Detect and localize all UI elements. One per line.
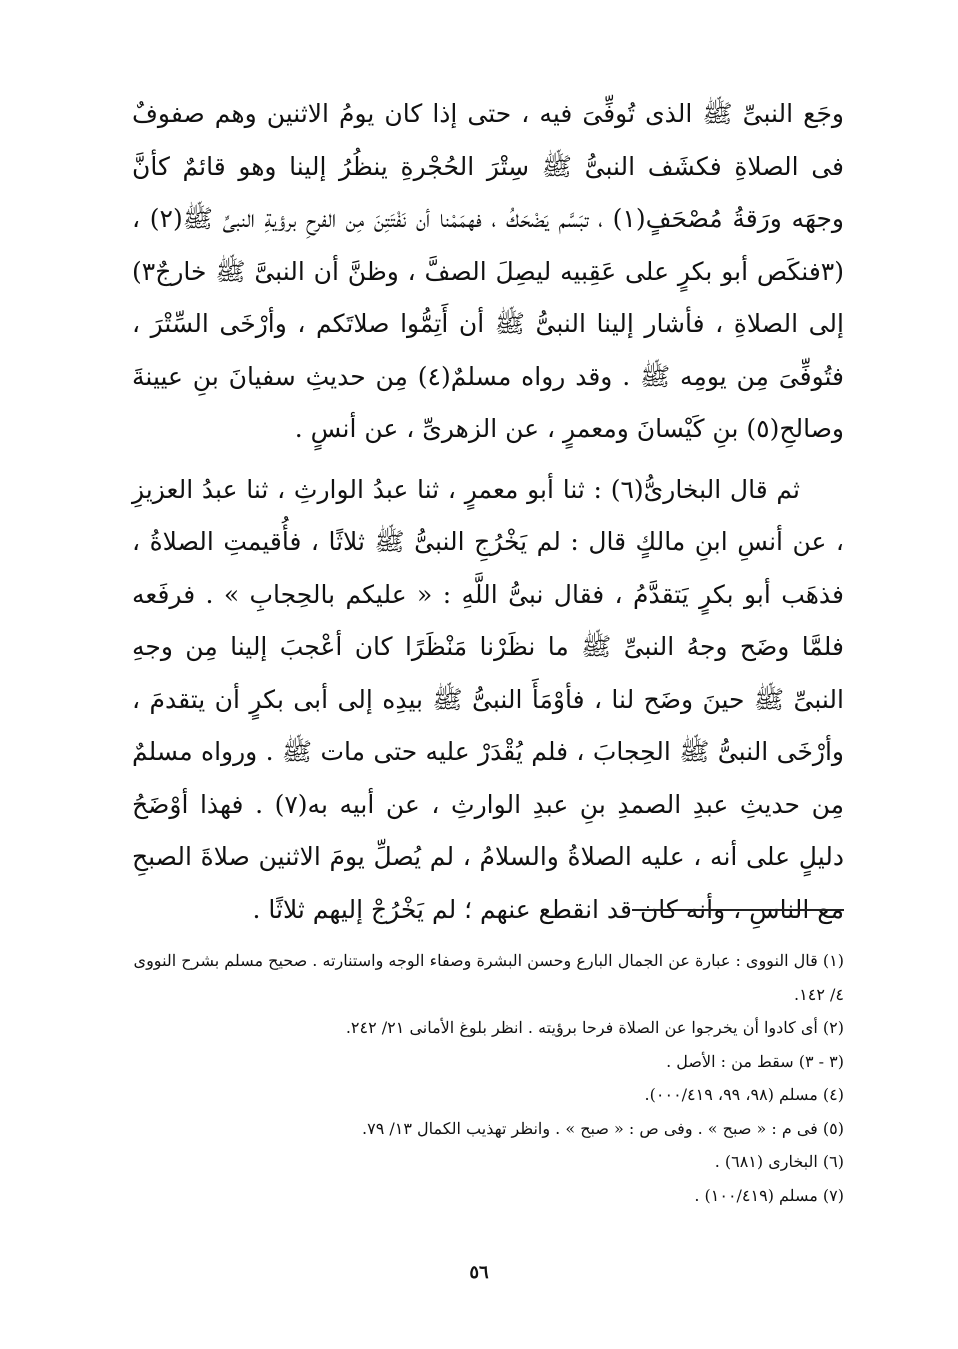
footnote: (٤) مسلم (٩٨، ٩٩، ٠٠٠/٤١٩).	[644, 1085, 844, 1104]
footnote: (١) قال النووى : عبارة عن الجمال البارع وحسن البشرة وصفاء الوجه واستنارته . صحيح مسلم بشرح النووى ٤/ ١٤٢.	[133, 951, 844, 1004]
footnote: (٦) البخارى (٦٨١) .	[714, 1152, 844, 1171]
paragraph: وجَع النبىِّ ﷺ الذى تُوفِّىَ فيه ، حتى إذا كان يومُ الاثنين وهم صفوفٌ فى الصلاةِ فكشَف النبىُّ ﷺ سِتْرَ الحُجْرةِ ينظُرُ إلينا وهو قائمٌ كأنَّ وجهَه ورَقةُ مُصْحَفٍ(١) ، تبَسَّم يَضْحَكُ ، فهمَمْنا أن نَفْتَتِنَ مِن الفرحِ برؤيةِ النبىِّ ﷺ(٢) ، (٣فنكَص أبو بكرٍ على عَقِبيه ليصِلَ الصفَّ ، وظنَّ أن النبىَّ ﷺ خارجٌ٣) إلى الصلاةِ ، فأشار إلينا النبىُّ ﷺ أن أَتِمُّوا صلاتَكم ، وأرْخَى السِّتْرَ ، فتُوفِّىَ مِن يومِه ﷺ . وقد رواه مسلمٌ(٤) مِن حديثِ سفيانَ بنِ عيينةَ وصالحِ(٥) بنِ كَيْسانَ ومعمرٍ ، عن الزهرىِّ ، عن أنسٍ .	[132, 99, 844, 443]
footnote: (٥) فى م : « صبح » . وفى ص : « صبح » . وانظر تهذيب الكمال ١٣/ ٧٩.	[362, 1118, 844, 1138]
footnote-separator	[632, 909, 844, 911]
footnote: (٧) مسلم (١٠٠/٤١٩) .	[694, 1185, 844, 1205]
footnote: (٢) أى كادوا أن يخرجوا عن الصلاة فرحا برؤيته . انظر بلوغ الأمانى ٢١/ ٢٤٢.	[345, 1018, 844, 1037]
footnote: (٣ - ٣) سقط من : الأصل .	[666, 1051, 844, 1071]
footnotes	[132, 944, 844, 1212]
page-number: ٥٦	[469, 1262, 489, 1283]
paragraph: ثم قال البخارىُّ(٦) : ثنا أبو معمرٍ ، ثنا عبدُ الوارثِ ، ثنا عبدُ العزيزِ ، عن أنسِ ابنِ مالكٍ قال : لم يَخْرُجِ النبىُّ ﷺ ثلاثًا ، فأُقيمتِ الصلاةُ ، فذهَب أبو بكرٍ يَتقدَّمُ ، فقال نبىُّ اللَّهِ : « عليكم بالحِجابِ » . فرفَعه فلمَّا وضَح وجهُ النبىِّ ﷺ ما نظَرْنا مَنْظَرًا كان أعْجبَ إلينا مِن وجهِ النبىِّ ﷺ حينَ وضَح لنا ، فأوْمَأَ النبىُّ ﷺ بيدِه إلى أبى بكرٍ أن يتقدمَ ، وأرْخَى النبىُّ ﷺ الحِجابَ ، فلم يُقْدَرْ عليه حتى مات ﷺ . ورواه مسلمٌ مِن حديثِ عبدِ الصمدِ بنِ عبدِ الوارثِ ، عن أبيه به(٧) . فهذا أوْضَحُ دليلٍ على أنه ، عليه الصلاةُ والسلامُ ، لم يُصلِّ يومَ الاثنين صلاةَ الصبحِ مع الناسِ ، وأنه كان قد انقطع عنهم ؛ لم يَخْرُجْ إليهم ثلاثًا .	[132, 474, 844, 924]
main-text	[132, 88, 844, 936]
